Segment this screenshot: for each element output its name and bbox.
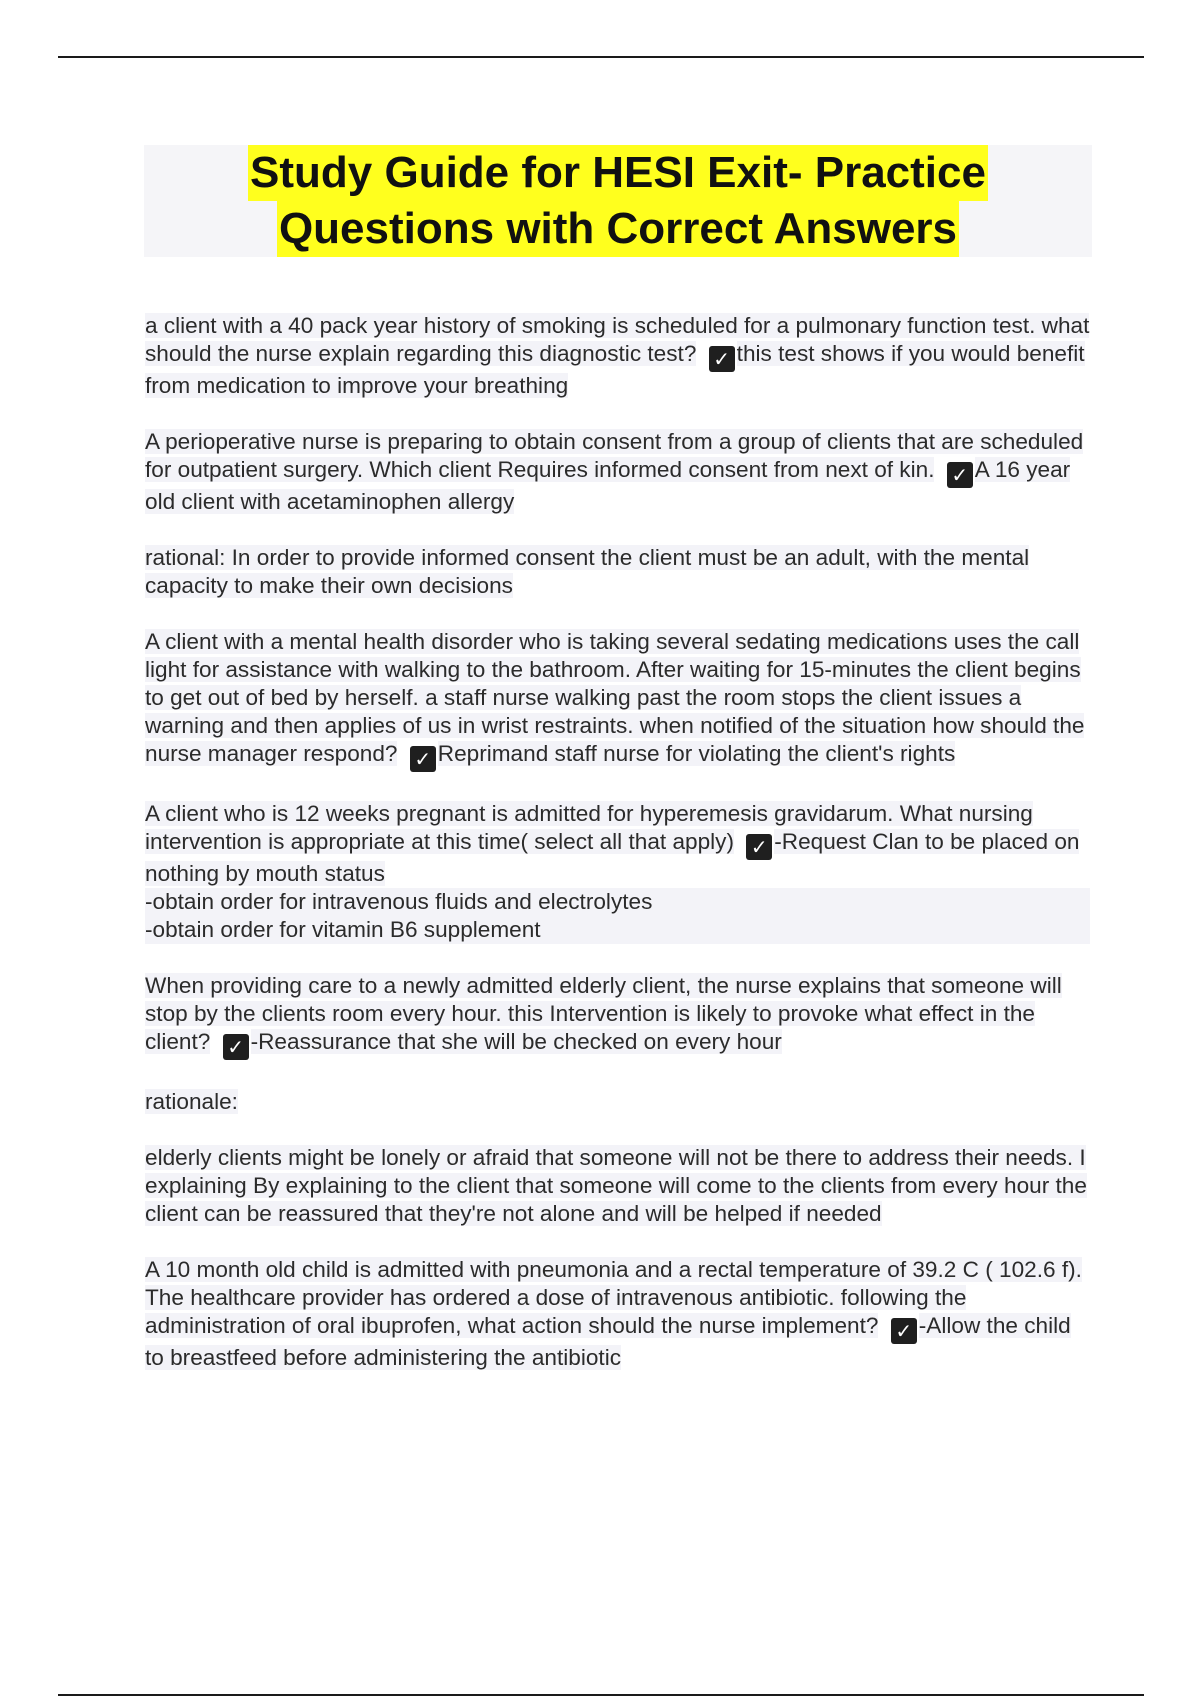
rationale-label: rationale:: [145, 1089, 238, 1114]
page-title-line-2: Questions with Correct Answers: [277, 201, 959, 257]
check-icon: ✓: [410, 746, 436, 772]
check-icon: ✓: [947, 462, 973, 488]
question-text: A 10 month old child is admitted with pneumonia and a rectal temperature of 39.2 C ( 102.6 f). The healthcare provider has ordered a dose of intravenous antibiotic. following the administration of oral ibuprofen, what action should the nurse implement?: [145, 1257, 1082, 1338]
qa-item-5: [145, 972, 1090, 1060]
check-icon: ✓: [746, 834, 772, 860]
check-icon: ✓: [891, 1318, 917, 1344]
question-text: A perioperative nurse is preparing to obtain consent from a group of clients that are scheduled for outpatient surgery. Which client Requires informed consent from next of kin.: [145, 429, 1084, 482]
rationale-text: elderly clients might be lonely or afraid that someone will not be there to address their needs. I explaining By explaining to the client that someone will come to the clients from every hour the client can be reassured that they're not alone and will be helped if needed: [145, 1145, 1087, 1226]
answer-text: this test shows if you would benefit from medication to improve your breathing: [145, 341, 1085, 398]
rationale-paragraph: [145, 544, 1090, 600]
answer-text: -Reassurance that she will be checked on every hour: [250, 1029, 782, 1054]
title-block: [144, 145, 1092, 257]
qa-item-3: [145, 628, 1090, 772]
page-title-line-1: Study Guide for HESI Exit- Practice: [248, 145, 988, 201]
question-text: a client with a 40 pack year history of smoking is scheduled for a pulmonary function test. what should the nurse explain regarding this diagnostic test?: [145, 313, 1090, 366]
question-text: A client with a mental health disorder who is taking several sedating medications uses the call light for assistance with walking to the bathroom. After waiting for 15-minutes the client begins to get out of bed by herself. a staff nurse walking past the room stops the client issues a warning and then applies of us in wrist restraints. when notified of the situation how should the nurse manager respond?: [145, 629, 1085, 766]
top-rule: [58, 56, 1144, 58]
answer-extra-line: -obtain order for vitamin B6 supplement: [145, 916, 1090, 944]
qa-item-6: [145, 1256, 1090, 1372]
check-icon: ✓: [223, 1034, 249, 1060]
answer-text: -Request Clan to be placed on nothing by mouth status: [145, 829, 1080, 886]
rationale-paragraph: [145, 1144, 1090, 1228]
answer-text: -Allow the child to breastfeed before administering the antibiotic: [145, 1313, 1071, 1370]
question-text: When providing care to a newly admitted elderly client, the nurse explains that someone will stop by the clients room every hour. this Intervention is likely to provoke what effect in the client?: [145, 973, 1062, 1054]
bottom-rule: [58, 1694, 1144, 1696]
answer-text: Reprimand staff nurse for violating the client's rights: [437, 741, 956, 766]
answer-text: A 16 year old client with acetaminophen allergy: [145, 457, 1071, 514]
document-body: [145, 312, 1090, 1400]
qa-item-1: [145, 312, 1090, 400]
check-icon: ✓: [709, 346, 735, 372]
qa-item-4: [145, 800, 1090, 944]
rationale-heading: [145, 1088, 1090, 1116]
qa-item-2: [145, 428, 1090, 516]
rationale-text: rational: In order to provide informed consent the client must be an adult, with the mental capacity to make their own decisions: [145, 545, 1030, 598]
answer-extra-line: -obtain order for intravenous fluids and electrolytes: [145, 888, 1090, 916]
question-text: A client who is 12 weeks pregnant is admitted for hyperemesis gravidarum. What nursing intervention is appropriate at this time( select all that apply): [145, 801, 1033, 854]
